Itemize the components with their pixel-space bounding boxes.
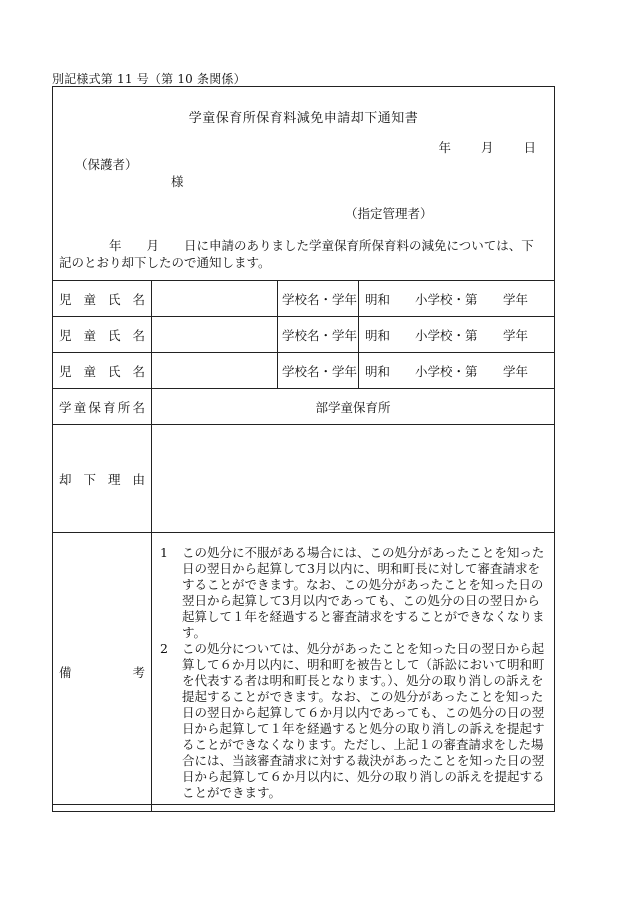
guardian-label: （保護者）: [75, 157, 138, 172]
note-number: 2: [160, 641, 168, 656]
rejection-reason-label: 却 下 理 由: [53, 425, 152, 533]
honorific: 様: [171, 174, 184, 189]
school-grade-label: 学校名・学年: [278, 317, 359, 353]
issue-date: [438, 138, 536, 156]
notes-row: [53, 533, 555, 812]
school-grade-field[interactable]: 明和 小学校・第 学年: [359, 281, 555, 317]
child-name-field[interactable]: [152, 281, 278, 317]
facility-name-value: 部学童保育所: [315, 399, 391, 415]
date-year: 年: [438, 140, 451, 155]
facility-row: [53, 389, 555, 425]
school-grade-field[interactable]: 明和 小学校・第 学年: [359, 353, 555, 389]
date-day: 日: [523, 140, 536, 155]
child-name-label: 児 童 氏 名: [53, 353, 152, 389]
child-name-label: 児 童 氏 名: [53, 281, 152, 317]
facility-name-label: 学 童 保 育 所 名: [53, 389, 152, 425]
form-number: 別記様式第 11 号（第 10 条関係）: [52, 72, 246, 86]
notice-message: 年 月 日に申請のありました学童保育所保育料の減免については、下記のとおり却下したので通知します。: [59, 238, 534, 270]
child-name-field[interactable]: [152, 353, 278, 389]
child-row: [53, 353, 555, 389]
note-text: この処分については、処分があったことを知った日の翌日から起算して６か月以内に、明和町を被告として（訴訟において明和町を代表する者は明和町長となります。）、処分の取り消しの訴えを提起することができます。なお、この処分があったことを知った日の翌日から起算して６か月以内であっても、この処分の日の翌日から起算して１年を経過すると処分の取り消しの訴えを提起することができなくなります。ただし、上記１の審査請求をした場合には、当該審査請求に対する裁決があったことを知った日の翌日から起算して６か月以内に、処分の取り消しの訴えを提起することができます。: [182, 641, 545, 800]
rejection-reason-field[interactable]: [152, 425, 555, 533]
child-row: [53, 281, 555, 317]
notice-form: [52, 86, 555, 805]
child-name-field[interactable]: [152, 317, 278, 353]
facility-name-field[interactable]: [152, 389, 555, 425]
document-title: 学童保育所保育料減免申請却下通知書: [188, 111, 419, 126]
note-number: 1: [160, 545, 168, 560]
note-item: [160, 641, 548, 801]
notes-label: 備 考: [53, 533, 152, 812]
note-item: [160, 545, 548, 641]
school-grade-label: 学校名・学年: [278, 281, 359, 317]
reason-row: [53, 425, 555, 533]
child-name-label: 児 童 氏 名: [53, 317, 152, 353]
notes-content: [152, 533, 555, 812]
school-grade-field[interactable]: 明和 小学校・第 学年: [359, 317, 555, 353]
note-text: この処分に不服がある場合には、この処分があったことを知った日の翌日から起算して3月以内に、明和町長に対して審査請求をすることができます。なお、この処分があったことを知った日の翌日から起算して3月以内であっても、この処分の日の翌日から起算して１年を経過すると審査請求をすることができなくなります。: [182, 545, 545, 640]
details-table: [52, 280, 555, 812]
child-row: [53, 317, 555, 353]
date-month: 月: [480, 140, 494, 155]
issuer-label: （指定管理者）: [345, 206, 433, 221]
school-grade-label: 学校名・学年: [278, 353, 359, 389]
